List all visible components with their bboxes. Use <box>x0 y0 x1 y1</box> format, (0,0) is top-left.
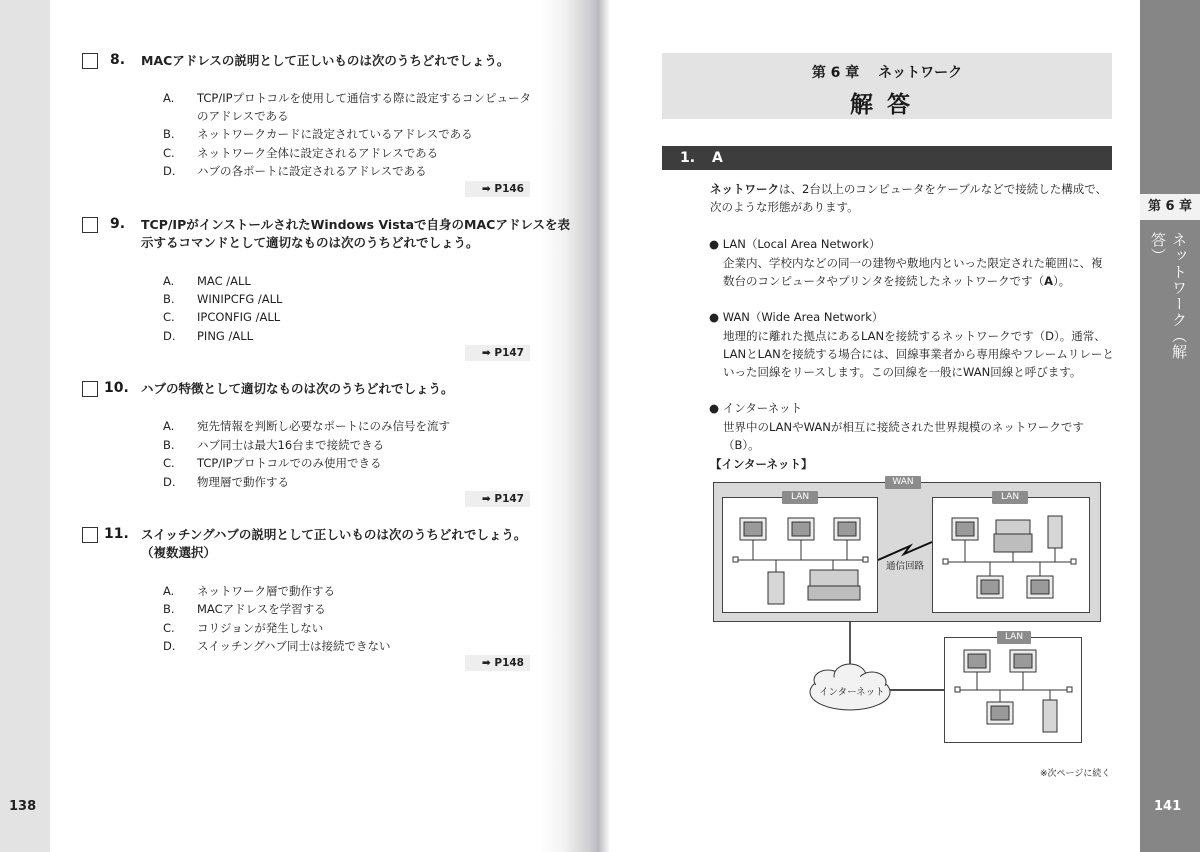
section-number: 1. <box>680 150 696 166</box>
bullet-title: LAN（Local Area Network） <box>722 237 881 251</box>
question-checkbox[interactable] <box>82 217 98 233</box>
option-label: C. <box>163 456 175 470</box>
option-label: C. <box>163 310 175 324</box>
option-label: A. <box>163 584 175 598</box>
section-answer: A <box>711 150 723 166</box>
option-text: MACアドレスを学習する <box>197 602 326 616</box>
option-text: 物理層で動作する <box>197 475 289 489</box>
left-lan-devices <box>733 518 868 604</box>
option-text: 宛先情報を判断し必要なポートにのみ信号を流す <box>197 419 450 433</box>
question-text: ハブの特徴として適切なものは次のうちどれでしょう。 <box>141 381 454 396</box>
bullet-wan: ● WAN（Wide Area Network） <box>709 310 884 324</box>
intro-text: 次のような形態があります。 <box>710 200 859 214</box>
option-text: WINIPCFG /ALL <box>197 292 283 306</box>
bullet-title: インターネット <box>722 401 803 415</box>
option-text: スイッチングハブ同士は接続できない <box>197 639 391 653</box>
option-text: ネットワーク層で動作する <box>197 584 335 598</box>
question-checkbox[interactable] <box>82 381 98 397</box>
wan-text: 地理的に離れた拠点にあるLANを接続するネットワークです（D）。通常、 <box>723 329 1106 343</box>
page-reference[interactable]: ➡ P147 <box>465 491 530 507</box>
option-label: D. <box>163 329 176 343</box>
answer-mark: A <box>1044 274 1053 288</box>
question-text: （複数選択） <box>141 545 217 560</box>
question-number: 9. <box>110 216 126 232</box>
chapter-subtitle: 解答 <box>850 92 924 118</box>
bullet-internet: ● インターネット <box>709 401 803 415</box>
question-number: 10. <box>104 380 129 396</box>
bullet-title: WAN（Wide Area Network） <box>722 310 884 324</box>
option-label: C. <box>163 621 175 635</box>
option-text: ネットワーク全体に設定されるアドレスである <box>197 146 439 160</box>
question-text: MACアドレスの説明として正しいものは次のうちどれでしょう。 <box>141 53 510 68</box>
question-checkbox[interactable] <box>82 527 98 543</box>
book-gutter <box>540 0 610 852</box>
lan-text: 企業内、学校内などの同一の建物や敷地内といった限定された範囲に、複 <box>723 256 1103 270</box>
wan-label: WAN <box>885 476 921 489</box>
option-label: A. <box>163 419 175 433</box>
intro-paragraph <box>710 180 1115 216</box>
option-text: ハブの各ポートに設定されるアドレスである <box>197 164 427 178</box>
option-text: コリジョンが発生しない <box>197 621 324 635</box>
option-label: A. <box>163 274 175 288</box>
cloud-label: インターネット <box>819 687 885 698</box>
option-text: PING /ALL <box>197 329 254 343</box>
left-margin-strip <box>0 0 50 852</box>
diagram-graphics <box>700 480 1120 760</box>
left-page-number: 138 <box>9 799 37 814</box>
continued-note: ※次ページに続く <box>1040 769 1111 779</box>
option-label: D. <box>163 639 176 653</box>
chapter-index-tab: 第 6 章 <box>1140 194 1200 220</box>
option-label: D. <box>163 475 176 489</box>
wan-text: いった回線をリースします。この回線を一般にWAN回線と呼びます。 <box>723 365 1082 379</box>
leased-line-icon <box>878 542 932 560</box>
option-label: A. <box>163 91 175 105</box>
question-number: 8. <box>110 52 126 68</box>
lan-text: ）。 <box>1052 274 1071 288</box>
lan-description <box>723 254 1115 290</box>
bottom-lan-devices <box>955 650 1072 732</box>
right-lan-devices <box>943 516 1076 598</box>
question-text: 示するコマンドとして適切なものは次のうちどれでしょう。 <box>141 235 479 250</box>
line-label: 通信回路 <box>886 561 925 572</box>
lan-label: LAN <box>992 491 1028 504</box>
chapter-title: 第 6 章 ネットワーク <box>811 65 963 81</box>
right-margin-strip <box>1140 0 1200 852</box>
lan-label: LAN <box>997 631 1031 644</box>
lan-label: LAN <box>782 491 818 504</box>
option-text: TCP/IPプロトコルを使用して通信する際に設定するコンピュータ <box>197 91 532 105</box>
wan-text: LANとLANを接続する場合には、回線事業者から専用線やフレームリレーと <box>723 347 1114 361</box>
option-text: IPCONFIG /ALL <box>197 310 281 324</box>
bullet-lan: ● LAN（Local Area Network） <box>709 237 881 251</box>
option-text: MAC /ALL <box>197 274 251 288</box>
option-text: のアドレスである <box>197 109 289 123</box>
internet-description: 世界中のLANやWANが相互に接続された世界規模のネットワークです（B）。 <box>723 420 1084 452</box>
option-label: B. <box>163 292 175 306</box>
section-header <box>662 146 1112 170</box>
question-text: スイッチングハブの説明として正しいものは次のうちどれでしょう。 <box>141 527 527 542</box>
question-checkbox[interactable] <box>82 53 98 69</box>
page-reference[interactable]: ➡ P148 <box>465 655 530 671</box>
option-label: B. <box>163 127 175 141</box>
intro-text: は、2台以上のコンピュータをケーブルなどで接続した構成で、 <box>779 182 1108 196</box>
option-text: ハブ同士は最大16台まで接続できる <box>197 438 385 452</box>
option-label: D. <box>163 164 176 178</box>
question-text: TCP/IPがインストールされたWindows Vistaで自身のMACアドレスを表 <box>141 217 570 232</box>
question-number: 11. <box>104 526 129 542</box>
chapter-vertical-title: ネットワーク（解答） <box>1149 232 1188 360</box>
option-label: B. <box>163 602 175 616</box>
option-text: TCP/IPプロトコルでのみ使用できる <box>197 456 382 470</box>
keyword-network: ネットワーク <box>710 182 779 196</box>
option-label: C. <box>163 146 175 160</box>
chapter-header <box>662 53 1112 119</box>
lan-text: 数台のコンピュータやプリンタを接続したネットワークです（ <box>723 274 1045 288</box>
page-reference[interactable]: ➡ P146 <box>465 181 530 197</box>
option-text: ネットワークカードに設定されているアドレスである <box>197 127 473 141</box>
wan-description <box>723 327 1115 381</box>
option-label: B. <box>163 438 175 452</box>
figure-caption: 【インターネット】 <box>710 457 813 471</box>
page-reference[interactable]: ➡ P147 <box>465 345 530 361</box>
right-page-number: 141 <box>1154 799 1182 814</box>
